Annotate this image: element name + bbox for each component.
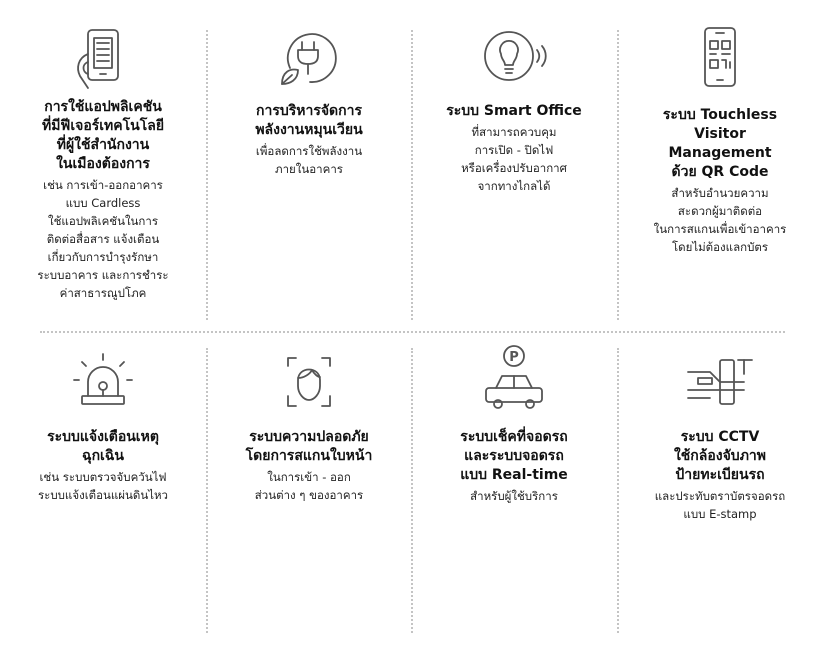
feature-title: ระบบ Smart Office bbox=[446, 103, 582, 119]
face-scan-icon bbox=[274, 350, 344, 414]
feature-card-face-scan bbox=[206, 350, 412, 504]
feature-title: การใช้แอปพลิเคชัน ที่มีฟีเจอร์เทคโนโลยี ที่ผู้ใช้สำนักงาน ในเมืองต้องการ bbox=[41, 99, 165, 172]
renewable-energy-plug-icon bbox=[274, 24, 344, 92]
feature-card-parking bbox=[411, 342, 617, 505]
feature-description: เพื่อลดการใช้พลังงาน ภายในอาคาร bbox=[255, 144, 363, 176]
parking-sign-letter: P bbox=[509, 350, 519, 365]
cctv-license-plate-icon bbox=[680, 350, 760, 414]
feature-description: เช่น การเข้า-ออกอาคาร แบบ Cardless ใช้แอปพลิเคชันในการ ติดต่อสื่อสาร แจ้งเตือน เกี่ยวกับการบำรุงรักษา ระบบอาคาร และการชำระ ค่าสาธารณูปโภค bbox=[37, 178, 169, 300]
feature-card-emergency bbox=[0, 350, 206, 504]
feature-description: ในการเข้า - ออก ส่วนต่าง ๆ ของอาคาร bbox=[254, 470, 364, 502]
feature-card-smart-office bbox=[411, 24, 617, 195]
feature-title: ระบบแจ้งเตือนเหตุ ฉุกเฉิน bbox=[47, 429, 159, 464]
parking-car-icon bbox=[474, 342, 554, 414]
feature-title: ระบบความปลอดภัย โดยการสแกนใบหน้า bbox=[245, 429, 373, 464]
feature-card-cctv bbox=[617, 350, 823, 523]
feature-card-app bbox=[0, 24, 206, 302]
feature-title: การบริหารจัดการ พลังงานหมุนเวียน bbox=[255, 103, 363, 138]
feature-description: สำหรับอำนวยความ สะดวกผู้มาติดต่อ ในการสแกนเพื่อเข้าอาคาร โดยไม่ต้องแลกบัตร bbox=[653, 186, 787, 254]
smartphone-app-icon bbox=[68, 24, 138, 92]
qr-code-phone-icon bbox=[685, 24, 755, 92]
feature-title: ระบบ CCTV ใช้กล้องจับภาพ ป้ายทะเบียนรถ bbox=[673, 429, 767, 483]
feature-description: ที่สามารถควบคุม การเปิด - ปิดไฟ หรือเครื่องปรับอากาศ จากทางไกลได้ bbox=[461, 125, 567, 193]
emergency-siren-icon bbox=[68, 350, 138, 414]
feature-description: เช่น ระบบตรวจจับควันไฟ ระบบแจ้งเตือนแผ่นดินไหว bbox=[37, 470, 169, 502]
row-divider bbox=[40, 331, 785, 333]
feature-card-energy bbox=[206, 24, 412, 178]
feature-description: สำหรับผู้ใช้บริการ bbox=[470, 489, 558, 503]
feature-card-touchless-visitor bbox=[617, 24, 823, 256]
feature-title: ระบบเช็คที่จอดรถ และระบบจอดรถ แบบ Real-time bbox=[460, 429, 568, 483]
feature-title: ระบบ Touchless Visitor Management ด้วย QR Code bbox=[662, 107, 778, 180]
smart-bulb-icon bbox=[479, 24, 549, 92]
feature-description: และประทับตราบัตรจอดรถ แบบ E-stamp bbox=[654, 489, 786, 521]
